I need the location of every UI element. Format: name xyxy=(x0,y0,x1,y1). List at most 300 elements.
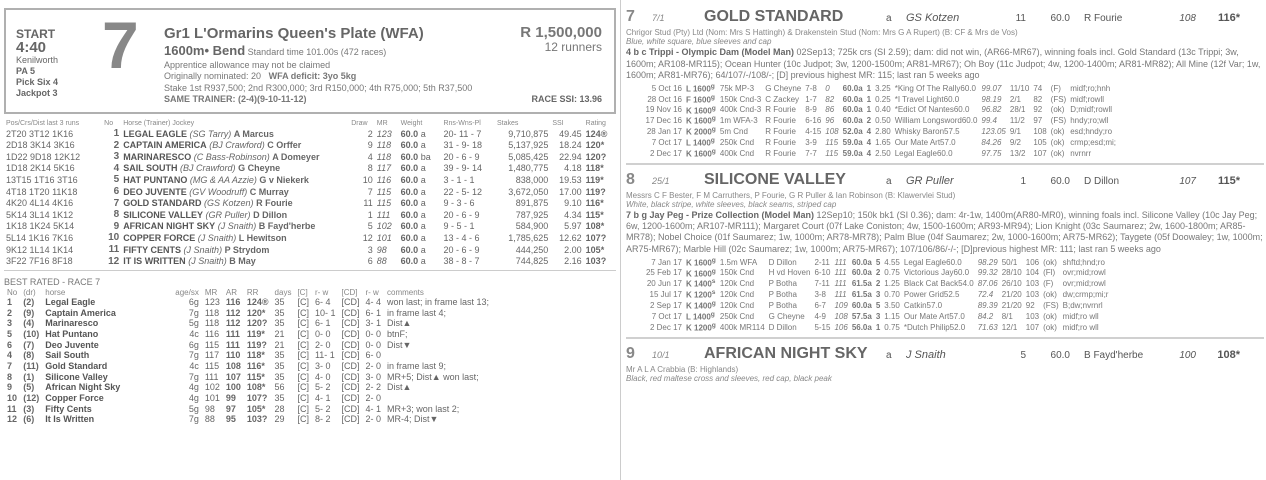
rating: 97 xyxy=(1033,116,1043,126)
comments xyxy=(384,393,492,404)
jockey: G v Niekerk xyxy=(259,175,309,186)
draw: 12 xyxy=(362,233,373,244)
age-sex: 4g xyxy=(188,393,199,404)
race-class: 150k Cnd xyxy=(719,268,755,278)
horse-cell xyxy=(121,174,349,186)
weight-cell xyxy=(850,278,874,289)
course-rw: 4- 0 xyxy=(314,371,331,382)
horse-cell xyxy=(121,128,349,140)
comment: hndy;ro;wll xyxy=(1070,116,1109,126)
rating: 103 xyxy=(1025,311,1040,321)
stakes: 838,000 xyxy=(515,175,549,186)
trainer: (C Bass-Robinson) xyxy=(193,151,270,162)
owner: Messrs C F Bester, F M Carruthers, P Fourie, G R Puller & Ian Robinson (B: Klawervlei Stud) xyxy=(626,190,956,200)
comments: MR+5; Dist▲ won last; xyxy=(387,371,479,382)
course-dist: K 1600 xyxy=(686,258,712,268)
runs-wins-places: 3 - 1 - 1 xyxy=(443,175,475,186)
ground: g xyxy=(711,321,716,329)
position: 6-16 xyxy=(805,116,822,126)
cd-rw: 4- 4 xyxy=(365,296,381,307)
column-header: r- w xyxy=(365,287,379,297)
rating: 120? xyxy=(585,151,607,162)
code: (ok) xyxy=(1043,290,1057,300)
weight-cell xyxy=(399,151,442,163)
same-trainer: SAME TRAINER: (2-4)(9-10-11-12) xyxy=(164,94,307,105)
barrier: 1 xyxy=(866,83,872,93)
trainer: (GS Kotzen) xyxy=(204,198,254,209)
ground: s xyxy=(711,278,716,286)
table-row xyxy=(4,209,616,221)
age: a xyxy=(886,349,892,361)
comment: B;dw;nvrnrl xyxy=(1062,300,1103,310)
jockey: B Fayd'herbe xyxy=(258,221,316,232)
last-runs xyxy=(4,244,102,256)
mr: 109 xyxy=(834,300,848,310)
weight: 60.0 xyxy=(842,83,859,93)
horse-name: HAT PUNTANO xyxy=(123,175,188,186)
runner-number: 3 xyxy=(7,318,13,329)
time: 96.82 xyxy=(981,105,1002,115)
pedigree-text: 12Sep10; 150k bk1 (SI 0.36); dam: 4r-1w, 1400m(AR80-MR0), winning foals incl. Silicone Valley (10c Jay Peg; 6w, 1200-1600m; AR107-MR111); Margaret Court (07f Lake Coniston; 4w, 1500-1600m; AR93-MR94); Lion Knight (03c Saumarez; 2w, 1600-1800m; AR85-MR78); Nobel Choice (01f Saumarez; 1w, 1000m; AR78-MR78); Palm Blue (04f Saumarez; 2w, 1000-1600m; AR75-MR62); Taygete (05f Doowaley; 1w, 1000m; AR75-MR67); Marble Hill (02c Saumarez; 1w, 1000m; AR75-MR67); 107/106/86/-/-; [D]previous highest MR: 111; last ran 5 weeks ago xyxy=(626,210,1263,254)
cd-rw: 0- 0 xyxy=(365,328,381,339)
winner: *I Travel Light60.0 xyxy=(894,94,960,104)
ground: g xyxy=(711,256,716,264)
rating: 104 xyxy=(1025,268,1040,278)
draw: (1) xyxy=(23,371,35,382)
runner-header xyxy=(626,171,1264,191)
comment: crmp;esd;mi; xyxy=(1070,137,1117,147)
run-2: 7F16 xyxy=(29,256,50,267)
time: 123.05 xyxy=(981,127,1006,137)
ar: 111 xyxy=(225,328,240,339)
pedigree xyxy=(626,210,1264,255)
weight-suffix: a xyxy=(420,198,426,209)
age-sex: 6g xyxy=(188,339,199,350)
horse-cell xyxy=(121,151,349,163)
weight-cell xyxy=(399,174,442,186)
course-dist: L 1600 xyxy=(686,84,711,94)
code: (ok) xyxy=(1050,148,1065,158)
run-3: 1K14 xyxy=(52,244,74,255)
ssi: 2.00 xyxy=(564,244,582,255)
margin: 1.15 xyxy=(884,311,900,321)
ssi: 22.94 xyxy=(559,151,582,162)
draw: 5 xyxy=(367,221,373,232)
runner-number: 2 xyxy=(113,139,120,151)
winner: Catkin57.0 xyxy=(903,300,943,310)
stakes: 9,710,875 xyxy=(508,128,549,139)
rating: 119* xyxy=(585,175,604,186)
run-1: 5K14 xyxy=(6,209,28,220)
weight-cell xyxy=(841,94,865,105)
nominated: Originally nominated: 20 xyxy=(164,71,262,82)
stakes: Stake 1st R937,500; 2nd R300,000; 3rd R150,000; 4th R75,000; 5th R37,500 xyxy=(164,82,473,93)
mr: 118 xyxy=(204,318,220,329)
weight: 60.0 xyxy=(400,128,419,139)
run-3: 8F18 xyxy=(52,256,73,267)
pedigree xyxy=(626,47,1264,80)
weight-cell xyxy=(399,198,442,210)
trainer: J Snaith xyxy=(906,348,946,361)
horse-cell xyxy=(121,221,349,233)
column-header: age/sx xyxy=(175,287,199,297)
draw: 6 xyxy=(367,256,373,267)
cd-rw: 6- 0 xyxy=(365,350,381,361)
jackpot: Jackpot 3 xyxy=(16,87,58,98)
runner-number: 3 xyxy=(113,151,120,163)
run-1: 1K18 xyxy=(6,221,28,232)
age-sex: 7g xyxy=(188,350,199,361)
course xyxy=(684,322,718,333)
weight: 52.0 xyxy=(842,127,859,137)
course xyxy=(684,137,718,148)
horse-name: Captain America xyxy=(45,307,116,318)
cd-label: [CD] xyxy=(341,382,360,393)
race-class: 1.5m WFA xyxy=(719,257,758,267)
pick-six: Pick Six 4 xyxy=(16,76,59,87)
comments: in frame last 9; xyxy=(387,361,447,371)
price: 11/10 xyxy=(1009,83,1030,93)
horse-name: LEGAL EAGLE xyxy=(123,128,188,139)
code: (ok) xyxy=(1050,137,1065,147)
run-1: 4T18 xyxy=(6,186,27,197)
course-label: [C] xyxy=(297,328,309,339)
margin: 2.50 xyxy=(875,148,891,158)
draw: (4) xyxy=(23,318,35,329)
cd-label: [CD] xyxy=(341,307,360,318)
stakes: 3,672,050 xyxy=(508,186,549,197)
race-start-info xyxy=(16,28,91,99)
horse-name: Copper Force xyxy=(45,393,104,404)
draw: (2) xyxy=(23,296,35,307)
mr: 111 xyxy=(834,257,847,267)
run-3: 7K16 xyxy=(52,233,74,244)
course xyxy=(684,300,718,311)
ground: g xyxy=(711,267,716,275)
colours: White, black stripe, white sleeves, black seams, striped cap xyxy=(626,199,837,209)
ground: g xyxy=(710,93,715,101)
ssi: 12.62 xyxy=(559,233,582,244)
course-rw: 0- 0 xyxy=(314,328,331,339)
table-row xyxy=(4,140,616,152)
prize-block xyxy=(520,24,602,55)
column-header: MR xyxy=(376,120,388,127)
rating: 74 xyxy=(1033,83,1043,93)
runner-header xyxy=(626,8,1264,28)
colours: Blue, white square, blue sleeves and cap xyxy=(626,37,772,47)
date: 28 Jan 17 xyxy=(646,127,682,137)
runner-number: 5 xyxy=(113,174,120,186)
rating: 115* xyxy=(1217,174,1240,187)
price: 28/1 xyxy=(1009,105,1026,115)
weight-suffix: a xyxy=(420,209,426,220)
trainer: (J Snaith) xyxy=(183,244,223,255)
time: 98.19 xyxy=(981,94,1002,104)
stakes: 5,137,925 xyxy=(508,140,549,151)
mr: 86 xyxy=(825,105,835,115)
column-header: days xyxy=(274,287,292,297)
weight-cell xyxy=(399,232,442,244)
course xyxy=(684,94,718,105)
form-row xyxy=(626,268,1110,279)
weight-suffix: a xyxy=(420,244,426,255)
run-2: 9D18 xyxy=(30,151,52,162)
jockey: H vd Hoven xyxy=(768,268,811,278)
weight: 59.0 xyxy=(842,148,859,158)
time: 84.26 xyxy=(981,137,1002,147)
position: 3-8 xyxy=(814,290,826,300)
standard-time: Standard time 101.00s (472 races) xyxy=(247,47,387,58)
code: (ok) xyxy=(1050,105,1065,115)
mr: 0 xyxy=(825,83,830,93)
run-2: 1T16 xyxy=(34,175,55,186)
jockey: D Dillon xyxy=(768,322,797,332)
cd-label: [CD] xyxy=(341,393,360,404)
rr: 118* xyxy=(246,350,265,361)
run-1: 4K20 xyxy=(6,198,28,209)
form-table xyxy=(626,257,1110,333)
horse-name: Silicone Valley xyxy=(45,371,108,382)
barrier: 4 xyxy=(866,137,872,147)
mr: 96 xyxy=(825,116,835,126)
stakes: 444,250 xyxy=(515,244,549,255)
mr: 98 xyxy=(376,244,387,255)
price: 2/1 xyxy=(1009,94,1021,104)
horse-name: MARINARESCO xyxy=(123,151,192,162)
race-bend: • Bend xyxy=(204,43,246,59)
draw: (8) xyxy=(23,350,35,361)
age-sex: 4c xyxy=(189,328,199,339)
horse-cell xyxy=(121,244,349,256)
ssi: 19.53 xyxy=(559,175,582,186)
horse-name: FIFTY CENTS xyxy=(123,244,182,255)
age-sex: 4c xyxy=(189,361,199,371)
winner: William Longsword60.0 xyxy=(894,116,978,126)
stakes: 891,875 xyxy=(515,198,549,209)
run-1: 1D22 xyxy=(6,151,28,162)
trainer: (BJ Crawford) xyxy=(180,163,236,174)
weight-cell xyxy=(399,163,442,175)
runs-wins-places: 38 - 8 - 7 xyxy=(443,256,480,267)
draw: (11) xyxy=(23,361,39,371)
comment: midf;rowll xyxy=(1070,94,1105,104)
trainer: (J Snaith) xyxy=(197,233,237,244)
comment: esd;hndy;ro xyxy=(1070,127,1113,137)
code: (FS) xyxy=(1050,116,1067,126)
course xyxy=(684,257,718,268)
code: (ok) xyxy=(1043,311,1057,321)
weight-cell xyxy=(399,209,442,221)
runner-number: 6 xyxy=(7,339,13,350)
course-dist: L 1400 xyxy=(686,312,711,322)
draw: (6) xyxy=(23,414,35,425)
weight-cell xyxy=(850,300,874,311)
table-row xyxy=(4,198,616,210)
race-distance: 1600m xyxy=(164,43,205,59)
colours: Black, red maltese cross and sleeves, red cap, black peak xyxy=(626,373,832,383)
comment: nvrnrr xyxy=(1070,148,1092,158)
ground: s xyxy=(711,289,716,297)
apprentice-note: Apprentice allowance may not be claimed xyxy=(164,59,331,70)
time: 99.32 xyxy=(977,268,998,278)
runner-number: 11 xyxy=(7,403,17,414)
ar: 111 xyxy=(225,339,240,350)
mr: 107 xyxy=(1179,175,1196,187)
horse-name: AFRICAN NIGHT SKY xyxy=(123,221,216,232)
ground: g xyxy=(711,104,716,112)
course-label: [C] xyxy=(297,296,309,307)
comments: btnF; xyxy=(387,328,408,339)
rr: 120? xyxy=(246,318,268,329)
runs-wins-places: 9 - 5 - 1 xyxy=(443,221,475,232)
weight-suffix: a xyxy=(858,137,863,147)
ground: g xyxy=(711,147,716,155)
cd-rw: 2- 0 xyxy=(365,361,381,371)
rating: 107 xyxy=(1033,148,1047,158)
course xyxy=(684,148,718,159)
horse-name: COPPER FORCE xyxy=(123,233,196,244)
mr: 115 xyxy=(376,186,392,197)
run-1: 3F22 xyxy=(6,256,27,267)
draw: 3 xyxy=(367,244,373,255)
days: 21 xyxy=(274,339,285,350)
form-row xyxy=(626,257,1110,268)
weight-cell xyxy=(841,83,865,94)
weight: 60.0 xyxy=(1050,13,1070,24)
comment: ovr;mid;rowl xyxy=(1062,268,1106,278)
runner-divider xyxy=(626,337,1264,339)
weight-suffix: a xyxy=(867,300,872,310)
run-3: 5K14 xyxy=(53,221,75,232)
column-header: AR xyxy=(225,287,237,297)
run-2: 1K16 xyxy=(28,233,50,244)
course-dist: K 1600 xyxy=(686,269,712,279)
column-header: horse xyxy=(45,287,66,297)
mr: 117 xyxy=(376,163,392,174)
margin: 0.75 xyxy=(884,268,900,278)
age-sex: 7g xyxy=(188,371,199,382)
weight: 60.0 xyxy=(842,105,859,115)
winner: *Edict Of Nantes60.0 xyxy=(894,105,970,115)
course-rw: 4- 1 xyxy=(314,393,331,404)
run-3: 1K12 xyxy=(52,209,74,220)
form-row xyxy=(626,126,1118,137)
column-divider xyxy=(620,0,621,480)
weight-suffix: a xyxy=(867,279,872,289)
ar: 99 xyxy=(225,393,236,404)
weight: 59.0 xyxy=(842,137,859,147)
table-row xyxy=(4,297,492,308)
course-label: [C] xyxy=(297,382,309,393)
course-dist: K 1400 xyxy=(686,301,712,311)
jockey: L Hewitson xyxy=(238,233,287,244)
ssi: 4.34 xyxy=(564,209,582,220)
code: (F) xyxy=(1050,83,1061,93)
stakes: 584,900 xyxy=(515,221,549,232)
trainer: GR Puller xyxy=(906,174,954,187)
weight-cell xyxy=(850,311,874,322)
draw: 2 xyxy=(367,128,373,139)
runner-number: 10 xyxy=(108,232,120,244)
time: 87.06 xyxy=(977,279,998,289)
weight: 60.0 xyxy=(1050,349,1070,361)
table-row xyxy=(4,174,616,186)
jockey: C Orffer xyxy=(267,140,302,151)
ssi: 5.97 xyxy=(564,221,582,232)
course-rw: 11- 1 xyxy=(314,350,335,361)
weight: 60.0 xyxy=(851,300,868,310)
days: 28 xyxy=(274,403,285,414)
venue: Kenilworth xyxy=(16,55,59,65)
table-row xyxy=(4,163,616,175)
winner: Legal Eagle60.0 xyxy=(894,148,953,158)
left-column xyxy=(4,8,616,425)
days: 35 xyxy=(274,393,285,404)
winner: Victorious Jay60.0 xyxy=(903,268,970,278)
cd-label: [CD] xyxy=(341,414,360,425)
course-label: [C] xyxy=(297,371,309,382)
weight-suffix: a xyxy=(858,148,863,158)
table-row xyxy=(4,393,492,404)
weight: 60.0 xyxy=(400,221,419,232)
mr: 118 xyxy=(376,140,392,151)
draw: 11 xyxy=(363,198,373,209)
runner-number: 6 xyxy=(113,186,120,198)
run-1: 13T15 xyxy=(6,175,32,186)
date: 15 Jul 17 xyxy=(649,290,682,300)
runs-wins-places: 20 - 6 - 9 xyxy=(443,151,480,162)
draw: (3) xyxy=(23,403,35,414)
code: (F) xyxy=(1043,279,1054,289)
mr: 106 xyxy=(834,322,848,332)
ground: g xyxy=(711,300,716,308)
time: 99.07 xyxy=(981,83,1002,93)
runner-number: 10 xyxy=(7,393,18,404)
weight: 60.0 xyxy=(400,244,419,255)
weight-suffix: a xyxy=(858,116,863,126)
run-2: 1K24 xyxy=(29,221,51,232)
position: 4-15 xyxy=(805,127,822,137)
course-rw: 6- 4 xyxy=(314,296,331,307)
comments: in frame last 4; xyxy=(387,307,447,318)
cd-label: [CD] xyxy=(341,361,360,371)
draw: 4 xyxy=(367,151,373,162)
age: a xyxy=(886,175,892,187)
days: 35 xyxy=(274,361,285,371)
weight-cell xyxy=(841,148,865,159)
ar: 95 xyxy=(225,414,236,425)
ssi: 4.18 xyxy=(564,163,582,174)
stakes: 1,480,775 xyxy=(508,163,549,174)
price: 8/1 xyxy=(1001,311,1013,321)
mr: 118 xyxy=(204,307,220,318)
ssi: 17.00 xyxy=(559,186,582,197)
days: 35 xyxy=(274,371,285,382)
table-row xyxy=(4,414,492,425)
time: 84.2 xyxy=(977,311,994,321)
weight: 56.0 xyxy=(851,322,868,332)
column-header: No xyxy=(7,287,18,297)
cd-label: [CD] xyxy=(341,371,360,382)
horse-name: AFRICAN NIGHT SKY xyxy=(704,344,868,362)
mr: 100 xyxy=(1179,349,1196,361)
stakes: 787,925 xyxy=(515,209,549,220)
rating: 103? xyxy=(585,256,607,267)
runner-number: 9 xyxy=(7,382,13,393)
mr: 98 xyxy=(204,403,215,414)
course-rw: 5- 2 xyxy=(314,403,331,414)
weight-suffix: a xyxy=(858,127,863,137)
